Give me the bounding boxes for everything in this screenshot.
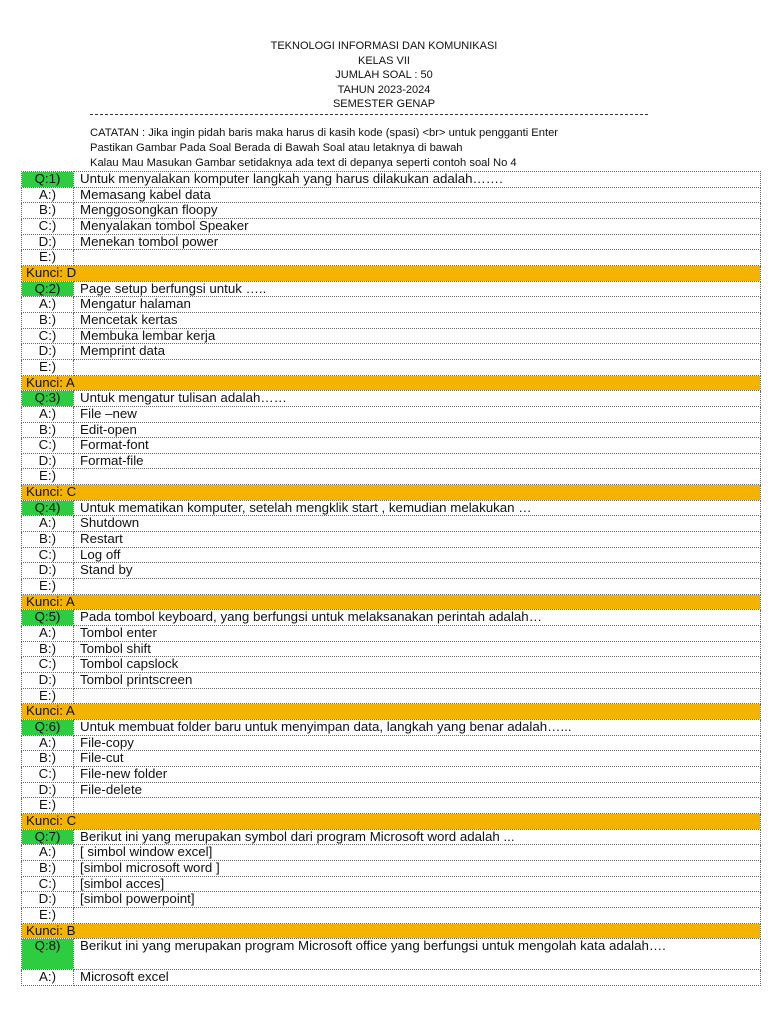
note-line: Pastikan Gambar Pada Soal Berada di Bawah Soal atau letaknya di bawah [90, 142, 463, 154]
option-label: A:) [22, 187, 74, 203]
option-text: Format-file [74, 453, 761, 469]
answer-key-row [22, 813, 761, 829]
option-label: E:) [22, 250, 74, 266]
answer-key: Kunci: A [22, 375, 761, 391]
option-row [22, 579, 761, 595]
option-row [22, 563, 761, 579]
option-row [22, 344, 761, 360]
option-text: File-new folder [74, 766, 761, 782]
option-text: [simbol powerpoint] [74, 892, 761, 908]
option-label: E:) [22, 688, 74, 704]
option-label: E:) [22, 907, 74, 923]
option-text: Edit-open [74, 422, 761, 438]
option-row [22, 406, 761, 422]
option-row [22, 547, 761, 563]
option-label: C:) [22, 876, 74, 892]
option-text: File-delete [74, 782, 761, 798]
answer-key-row [22, 265, 761, 281]
answer-key: Kunci: A [22, 704, 761, 720]
question-text: Untuk mengatur tulisan adalah…… [74, 391, 761, 407]
option-text [74, 469, 761, 485]
option-row [22, 688, 761, 704]
option-row [22, 970, 761, 986]
option-label: C:) [22, 657, 74, 673]
option-text: Shutdown [74, 516, 761, 532]
option-text: Restart [74, 532, 761, 548]
option-text: Tombol shift [74, 641, 761, 657]
option-row [22, 469, 761, 485]
option-text: File-cut [74, 751, 761, 767]
question-row [22, 172, 761, 188]
header-class: KELAS VII [358, 54, 410, 67]
question-row [22, 939, 761, 970]
option-row [22, 516, 761, 532]
option-text: File-copy [74, 735, 761, 751]
option-text: [simbol microsoft word ] [74, 860, 761, 876]
option-row [22, 532, 761, 548]
option-row [22, 328, 761, 344]
option-label: D:) [22, 563, 74, 579]
option-text: Tombol capslock [74, 657, 761, 673]
header-year: TAHUN 2023-2024 [337, 83, 431, 96]
option-row [22, 892, 761, 908]
option-text: Tombol enter [74, 626, 761, 642]
option-row [22, 751, 761, 767]
option-label: B:) [22, 860, 74, 876]
answer-key: Kunci: D [22, 265, 761, 281]
option-text [74, 250, 761, 266]
option-row [22, 453, 761, 469]
answer-key: Kunci: A [22, 594, 761, 610]
option-text: File –new [74, 406, 761, 422]
header-subject: TEKNOLOGI INFORMASI DAN KOMUNIKASI [270, 40, 498, 52]
option-label: B:) [22, 422, 74, 438]
option-text: Mencetak kertas [74, 312, 761, 328]
option-row [22, 782, 761, 798]
option-label: D:) [22, 234, 74, 250]
option-text: [ simbol window excel] [74, 845, 761, 861]
option-text: Menyalakan tombol Speaker [74, 218, 761, 234]
option-row [22, 203, 761, 219]
option-label: B:) [22, 203, 74, 219]
option-text [74, 798, 761, 814]
question-label: Q:3) [22, 391, 74, 407]
option-label: A:) [22, 845, 74, 861]
option-label: A:) [22, 970, 74, 986]
option-text: Stand by [74, 563, 761, 579]
answer-key-row [22, 375, 761, 391]
answer-key: Kunci: C [22, 813, 761, 829]
option-label: D:) [22, 782, 74, 798]
question-label: Q:4) [22, 500, 74, 516]
option-row [22, 766, 761, 782]
header-divider [90, 114, 648, 115]
question-label: Q:8) [22, 939, 74, 970]
option-label: C:) [22, 218, 74, 234]
answer-key-row [22, 594, 761, 610]
question-row [22, 391, 761, 407]
option-text: Membuka lembar kerja [74, 328, 761, 344]
option-text [74, 688, 761, 704]
option-row [22, 907, 761, 923]
question-label: Q:7) [22, 829, 74, 845]
option-text: Format-font [74, 438, 761, 454]
question-text: Untuk menyalakan komputer langkah yang harus dilakukan adalah……. [74, 172, 761, 188]
option-row [22, 798, 761, 814]
option-label: A:) [22, 626, 74, 642]
notes-block [90, 126, 730, 171]
question-text: Pada tombol keyboard, yang berfungsi untuk melaksanakan perintah adalah… [74, 610, 761, 626]
quiz-table [21, 171, 761, 986]
question-row [22, 829, 761, 845]
option-label: E:) [22, 469, 74, 485]
option-label: E:) [22, 359, 74, 375]
option-row [22, 860, 761, 876]
question-row [22, 610, 761, 626]
option-label: B:) [22, 312, 74, 328]
option-text: Menekan tombol power [74, 234, 761, 250]
answer-key-row [22, 704, 761, 720]
option-row [22, 641, 761, 657]
header-semester: SEMESTER GENAP [332, 98, 436, 111]
option-label: C:) [22, 328, 74, 344]
option-label: C:) [22, 438, 74, 454]
option-label: C:) [22, 766, 74, 782]
option-label: D:) [22, 344, 74, 360]
option-row [22, 234, 761, 250]
option-row [22, 657, 761, 673]
option-row [22, 845, 761, 861]
question-row [22, 281, 761, 297]
option-text: Memprint data [74, 344, 761, 360]
option-row [22, 312, 761, 328]
question-text: Untuk membuat folder baru untuk menyimpan data, langkah yang benar adalah…... [74, 719, 761, 735]
option-text: Microsoft excel [74, 970, 761, 986]
question-text: Page setup berfungsi untuk ….. [74, 281, 761, 297]
header-question-count: JUMLAH SOAL : 50 [335, 69, 433, 82]
question-row [22, 719, 761, 735]
option-label: E:) [22, 798, 74, 814]
document-header [0, 39, 768, 112]
option-row [22, 422, 761, 438]
option-row [22, 250, 761, 266]
question-label: Q:2) [22, 281, 74, 297]
question-text: Berikut ini yang merupakan symbol dari program Microsoft word adalah ... [74, 829, 761, 845]
option-row [22, 876, 761, 892]
answer-key-row [22, 485, 761, 501]
option-row [22, 626, 761, 642]
option-row [22, 187, 761, 203]
option-label: A:) [22, 406, 74, 422]
question-label: Q:6) [22, 719, 74, 735]
question-text: Berikut ini yang merupakan program Microsoft office yang berfungsi untuk mengolah kata adalah…. [74, 939, 761, 970]
option-label: D:) [22, 673, 74, 689]
option-label: B:) [22, 532, 74, 548]
option-text: Log off [74, 547, 761, 563]
question-row [22, 500, 761, 516]
option-text [74, 907, 761, 923]
option-label: D:) [22, 892, 74, 908]
option-label: A:) [22, 516, 74, 532]
option-row [22, 438, 761, 454]
option-text [74, 579, 761, 595]
option-label: B:) [22, 641, 74, 657]
option-text: Memasang kabel data [74, 187, 761, 203]
option-label: E:) [22, 579, 74, 595]
option-text: [simbol acces] [74, 876, 761, 892]
option-row [22, 218, 761, 234]
question-text: Untuk mematikan komputer, setelah mengklik start , kemudian melakukan … [74, 500, 761, 516]
option-label: A:) [22, 297, 74, 313]
answer-key-row [22, 923, 761, 939]
option-row [22, 673, 761, 689]
option-label: B:) [22, 751, 74, 767]
answer-key: Kunci: B [22, 923, 761, 939]
question-label: Q:5) [22, 610, 74, 626]
option-label: D:) [22, 453, 74, 469]
option-text [74, 359, 761, 375]
option-text: Tombol printscreen [74, 673, 761, 689]
note-line: Kalau Mau Masukan Gambar setidaknya ada text di depanya seperti contoh soal No 4 [90, 157, 517, 169]
note-line: CATATAN : Jika ingin pidah baris maka harus di kasih kode (spasi) <br> untuk pengganti Enter [90, 127, 559, 139]
option-label: C:) [22, 547, 74, 563]
option-text: Menggosongkan floopy [74, 203, 761, 219]
option-row [22, 735, 761, 751]
option-text: Mengatur halaman [74, 297, 761, 313]
answer-key: Kunci: C [22, 485, 761, 501]
option-row [22, 297, 761, 313]
question-label: Q:1) [22, 172, 74, 188]
option-row [22, 359, 761, 375]
option-label: A:) [22, 735, 74, 751]
